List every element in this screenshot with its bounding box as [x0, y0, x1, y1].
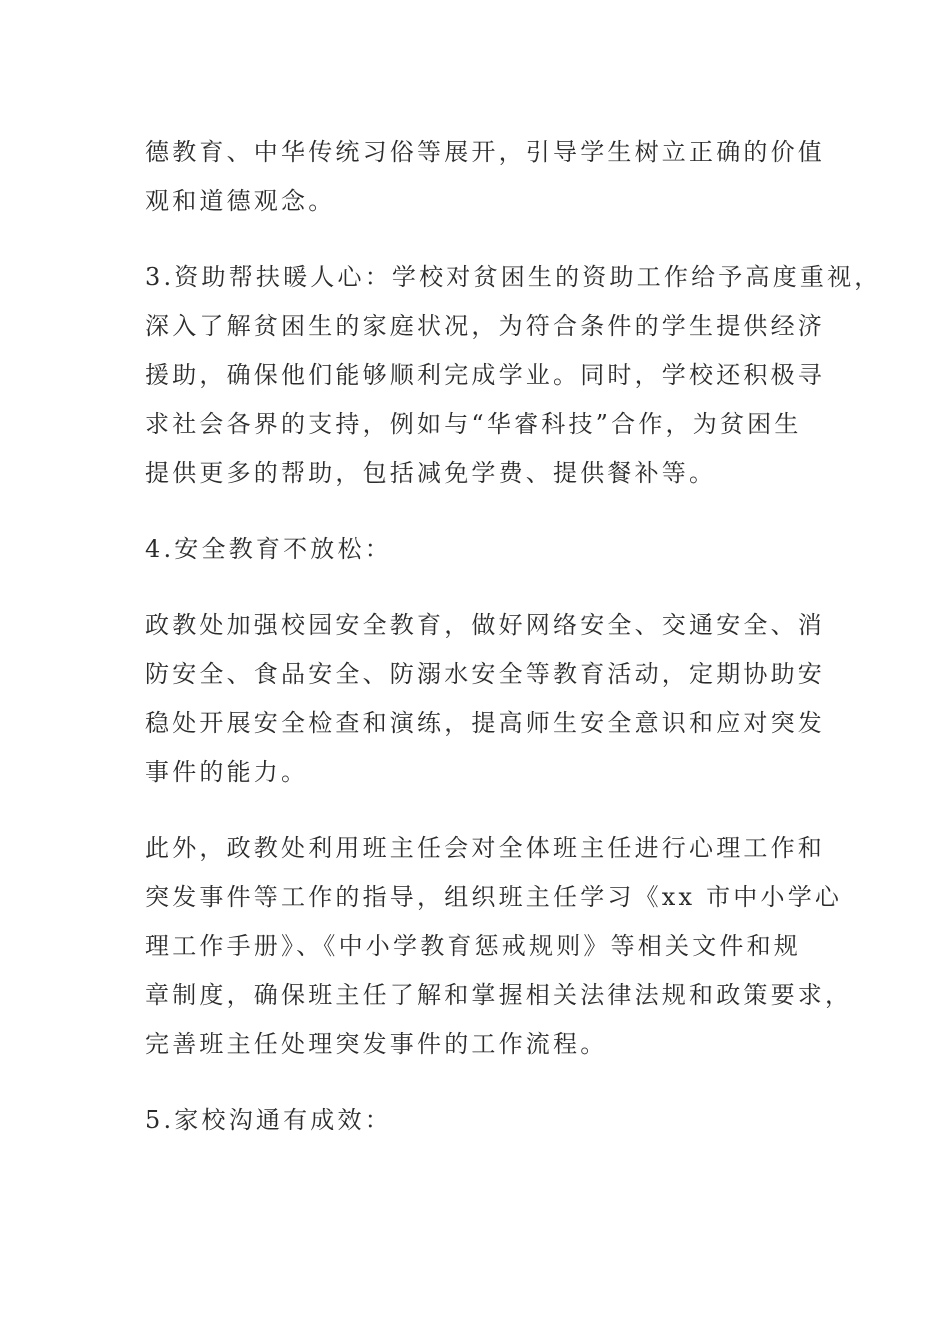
paragraph-moral-education-end [145, 128, 835, 226]
text-line: 突发事件等工作的指导，组织班主任学习《xx 市中小学心 [145, 883, 843, 911]
text-line: 深入了解贫困生的家庭状况，为符合条件的学生提供经济 [145, 312, 825, 340]
paragraph-safety-education [145, 601, 835, 797]
text-line: 德教育、中华传统习俗等展开，引导学生树立正确的价值 [145, 138, 825, 166]
document-body [145, 128, 882, 1145]
heading-home-school-communication [145, 1096, 835, 1145]
text-line: 完善班主任处理突发事件的工作流程。 [145, 1030, 608, 1058]
text-line: 防安全、食品安全、防溺水安全等教育活动，定期协助安 [145, 660, 825, 688]
text-line: 3.资助帮扶暖人心：学校对贫困生的资助工作给予高度重视， [145, 263, 882, 291]
section-heading: 5.家校沟通有成效： [145, 1106, 392, 1134]
text-line: 提供更多的帮助，包括减免学费、提供餐补等。 [145, 459, 717, 487]
text-line: 稳处开展安全检查和演练，提高师生安全意识和应对突发 [145, 709, 825, 737]
text-line: 理工作手册》、《中小学教育惩戒规则》等相关文件和规 [145, 932, 801, 960]
paragraph-head-teacher-training [145, 824, 853, 1069]
section-heading: 4.安全教育不放松： [145, 535, 392, 563]
text-line: 事件的能力。 [145, 758, 309, 786]
text-line: 观和道德观念。 [145, 187, 336, 215]
paragraph-financial-aid [145, 253, 882, 498]
text-line: 章制度，确保班主任了解和掌握相关法律法规和政策要求， [145, 981, 853, 1009]
text-line: 政教处加强校园安全教育，做好网络安全、交通安全、消 [145, 611, 825, 639]
heading-safety-education [145, 525, 835, 574]
text-line: 此外，政教处利用班主任会对全体班主任进行心理工作和 [145, 834, 825, 862]
text-line: 援助，确保他们能够顺利完成学业。同时，学校还积极寻 [145, 361, 825, 389]
text-line: 求社会各界的支持，例如与“华睿科技”合作，为贫困生 [145, 410, 802, 438]
